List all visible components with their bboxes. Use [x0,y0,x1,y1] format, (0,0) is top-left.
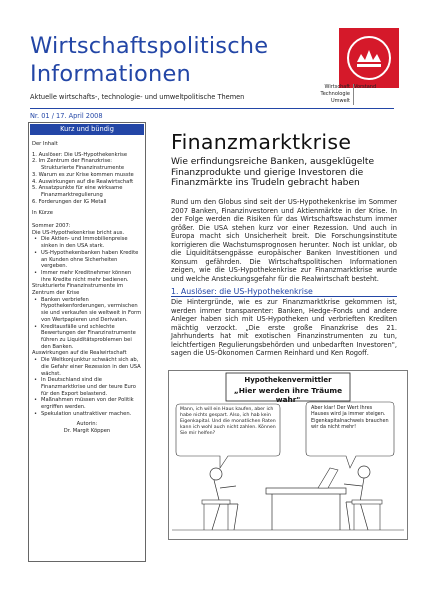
toc-item: 3. Warum es zur Krise kommen musste [32,171,134,178]
sommer-text: Die US-Hypothekenkrise bricht aus. [32,229,125,236]
table-of-contents [32,141,142,435]
dept-line: Technologie [320,91,350,97]
list-item: • Banken verbriefen Hypothekenforderungen, vermischen sie und verkaufen sie weltweit in Form von Wertpapieren und Derivaten. [32,297,142,324]
toc-item: Strukturierte Finanzinstrumente [41,165,125,172]
struktur-label: Strukturierte Finanzinstrumente im Zentrum der Krise [32,283,124,297]
title-line-1: Wirtschaftspolitische [30,33,269,59]
header-rule [30,108,394,109]
cartoon-right-bubble: Aber klar! Der Wert Ihres Hauses wird ja immer steigen. Eigenkapitalnachweis brauchen wir da nicht mehr! [311,405,389,430]
cartoon-left-bubble: Mann, ich will ein Haus kaufen, aber ich habe nichts gespart. Also, ich hab kein Eigenkapital. Und die monatlichen Raten kann ich wohl auch nicht zahlen. Können Sie mir helfen? [180,407,276,436]
list-item: • Die Weltkonjunktur schwächt sich ab, die Gefahr einer Rezession in den USA wächst. [32,357,142,377]
toc-label: Der Inhalt [32,141,58,147]
cartoon-illustration [168,370,408,540]
author-name: Dr. Margit Köppen [63,428,111,435]
dept-line: Umwelt [330,98,350,104]
section-text: Die Hintergründe, wie es zur Finanzmarktkrise gekommen ist, werden immer transparenter: Banken, Hedge-Fonds und andere Anleger haben sich mit US-Hypotheken und verbrieften Krediten mächtig verzockt. „Die erste große Finanzkrise des 21. Jahrhunderts hat mit exotischen Finanzinstrumenten zu tun, leichtfertigen Regulierungsbehörden und unbedarften Investoren", sagen die US-Ökonomen Carmen Reinhard und Ken Rogoff. [171,298,397,357]
logo-emblem-icon [339,28,399,88]
toc-item: Finanzmarktregulierung [41,191,103,198]
cartoon-sign-quote: „Hier werden ihre Träume wahr" [233,386,343,404]
title-line-2: Informationen [30,61,191,87]
list-item: • Maßnahmen müssen von der Politik ergriffen werden. [32,397,142,410]
in-kuerze-label: In Kürze [32,210,53,217]
toc-item: 5. Ansatzpunkte für eine wirksame [32,185,123,192]
dept-line: Wirtschaft [324,84,350,90]
author-label: Autorin: [76,421,98,428]
cartoon-sign-title: Hypothekenvermittler [244,376,332,384]
article-intro: Rund um den Globus sind seit der US-Hypothekenkrise im Sommer 2007 Banken, Finanzinvestoren und Aktienmärkte in der Krise. In der Folge werden die Risiken für das Wirtschaftswachstum immer größer. Die USA stehen kurz vor einer Rezession. Und auch in Europa macht sich Unsicherheit breit. Die Forschungsinstitute korrigieren die Wachstumsprognosen herunter. Noch ist unklar, ob die Liquiditätsengpässe europäischer Banken Investitionen und Konsum gefährden. Die Wirtschaftspolitischen Informationen zeigen, wie die US-Hypothekenkrise zur Finanzmarktkrise wurde und welche Ansteckungsgefahr für die Realwirtschaft besteht. [171,198,397,283]
publication-subtitle: Aktuelle wirtschafts-, technologie- und umweltpolitische Themen [30,93,245,101]
list-item: • Die Aktien- und Immobilienpreise sinken in den USA stark. [32,236,142,249]
ig-metall-logo [339,28,399,88]
issue-number: Nr. 01 / 17. April 2008 [30,112,103,120]
list-item: • US-Hypothekenbanken haben Kredite an Kunden ohne Sicherheiten vergeben. [32,250,142,270]
section-heading: 1. Auslöser: die US-Hypothekenkrise [171,287,313,296]
publication-title [30,32,320,88]
article-subtitle: Wie erfindungsreiche Banken, ausgeklügelte Finanzprodukte und gierige Investoren die Finanzmärkte ins Trudeln gebracht haben [171,157,375,189]
toc-item: 6. Forderungen der IG Metall [32,198,107,205]
article-title: Finanzmarktkrise [171,130,352,154]
section-rule [171,296,397,297]
list-item: • Spekulation unattraktiver machen. [32,411,142,418]
board-label: Vorstand [354,84,377,90]
toc-item: 1. Auslöser: Die US-Hypothekenkrise [32,151,128,158]
sidebar-heading: Kurz und bündig [30,124,144,135]
list-item: • Immer mehr Kreditnehmer können ihre Kredite nicht mehr bedienen. [32,270,142,283]
list-item: • In Deutschland sind die Finanzmarktkrise und der teure Euro für den Export belastend. [32,377,142,397]
toc-item: 2. Im Zentrum der Finanzkrise: [32,158,113,165]
realwirtschaft-label: Auswirkungen auf die Realwirtschaft [32,350,127,357]
sommer-label: Sommer 2007: [32,223,71,230]
list-item: • Kreditausfälle und schlechte Bewertungen der Finanzinstrumente führen zu Liquiditätsproblemen bei den Banken. [32,324,142,351]
toc-item: 4. Auswirkungen auf die Realwirtschaft [32,178,134,185]
